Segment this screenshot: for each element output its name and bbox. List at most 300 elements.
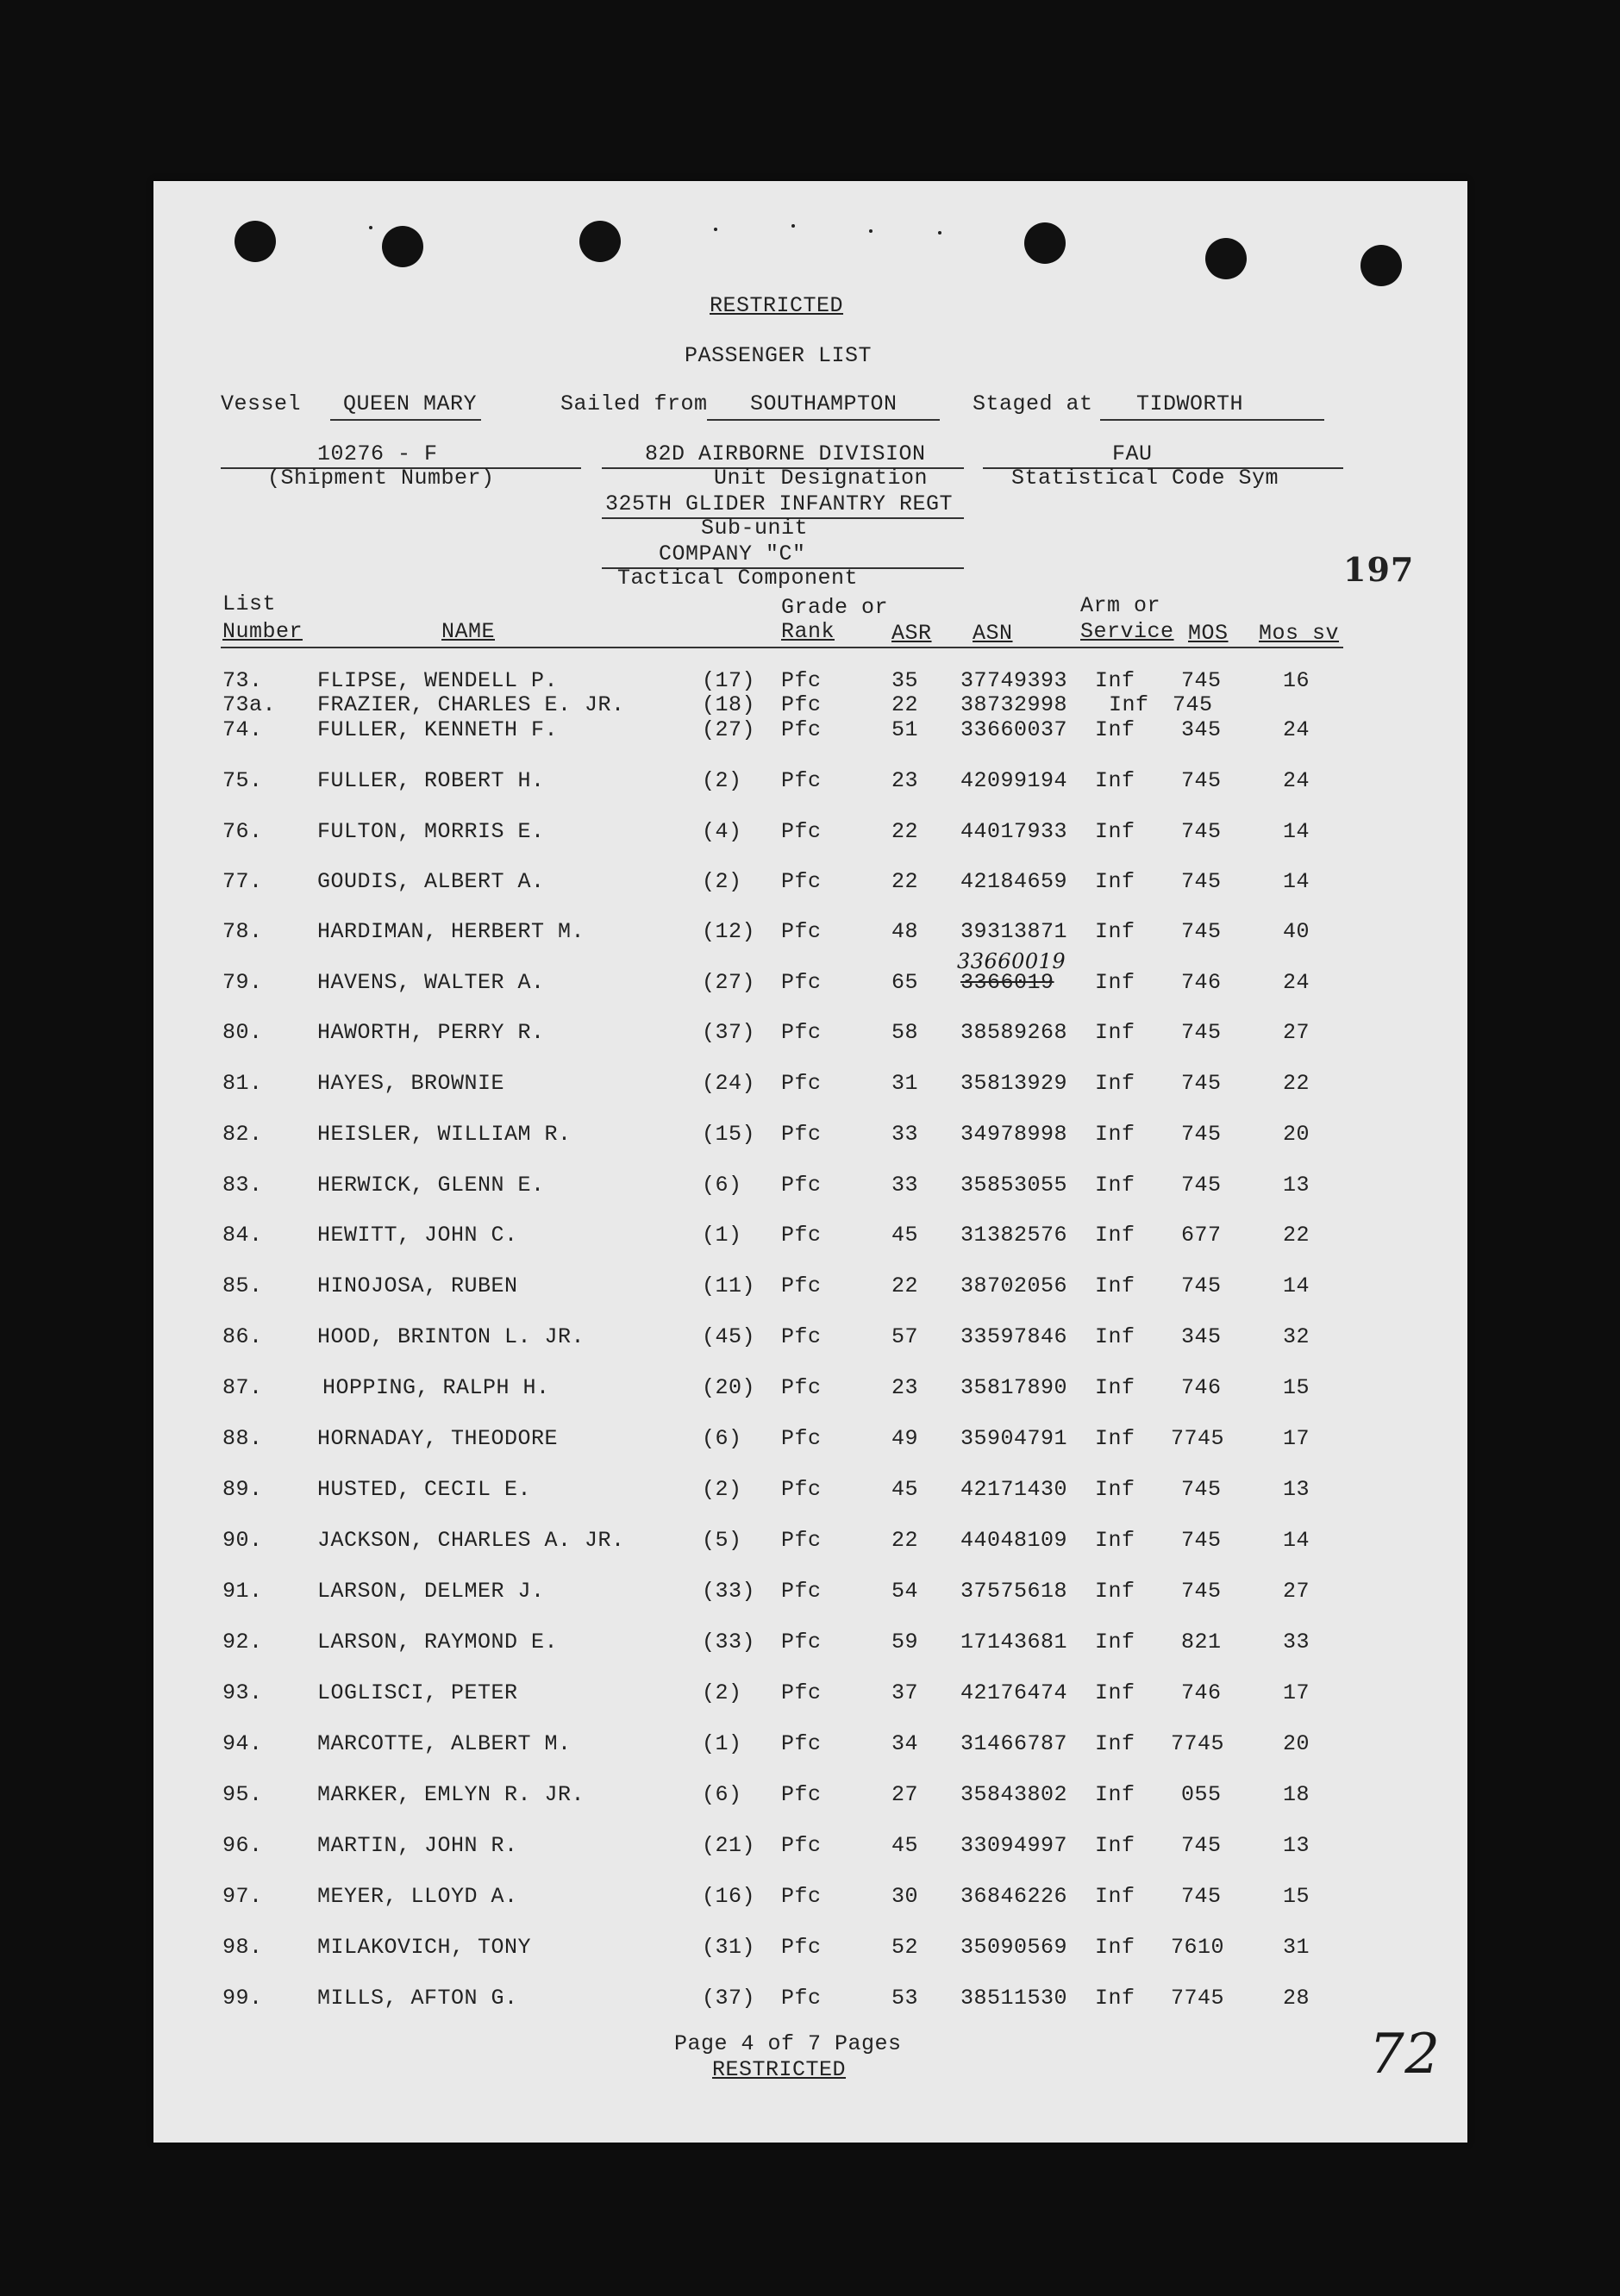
passenger-name: LARSON, DELMER J. xyxy=(317,1579,545,1604)
asr-score: 45 xyxy=(891,1223,919,1248)
arm-service: Inf xyxy=(1095,1223,1135,1248)
asr-code: (45) xyxy=(702,1324,756,1349)
passenger-name: MARCOTTE, ALBERT M. xyxy=(317,1731,572,1756)
sailed-value: SOUTHAMPTON xyxy=(750,391,898,416)
asn: 44017933 xyxy=(960,819,1068,844)
months-service: 13 xyxy=(1283,1173,1310,1198)
rank: Pfc xyxy=(781,1071,822,1096)
list-number: 98. xyxy=(222,1935,263,1960)
arm-service: Inf xyxy=(1095,1528,1135,1553)
months-service: 13 xyxy=(1283,1477,1310,1502)
document-title: PASSENGER LIST xyxy=(685,343,873,368)
asn: 17143681 xyxy=(960,1630,1068,1655)
shipment-number: 10276 - F xyxy=(317,441,438,466)
mos: 7745 xyxy=(1171,1986,1225,2011)
table-row xyxy=(153,1986,1467,2020)
rank: Pfc xyxy=(781,819,822,844)
speck xyxy=(869,229,873,233)
subunit: 325TH GLIDER INFANTRY REGT xyxy=(605,491,954,516)
asr-code: (6) xyxy=(702,1173,742,1198)
list-number: 89. xyxy=(222,1477,263,1502)
months-service: 20 xyxy=(1283,1122,1310,1147)
passenger-name: JACKSON, CHARLES A. JR. xyxy=(317,1528,625,1553)
restricted-footer: RESTRICTED xyxy=(712,2057,847,2082)
rank: Pfc xyxy=(781,1986,822,2011)
passenger-name: HUSTED, CECIL E. xyxy=(317,1477,532,1502)
rank: Pfc xyxy=(781,869,822,894)
list-number: 91. xyxy=(222,1579,263,1604)
arm-service: Inf xyxy=(1095,1020,1135,1045)
arm-service: Inf xyxy=(1095,768,1135,793)
arm-service: Inf xyxy=(1095,1680,1135,1705)
asr-score: 59 xyxy=(891,1630,919,1655)
asn: 42099194 xyxy=(960,768,1068,793)
stamp-number: 197 xyxy=(1343,550,1415,589)
mos: 746 xyxy=(1181,1680,1222,1705)
page-indicator: Page 4 of 7 Pages xyxy=(674,2031,902,2056)
months-service: 27 xyxy=(1283,1020,1310,1045)
passenger-name: HEISLER, WILLIAM R. xyxy=(317,1122,572,1147)
asn: 3366019 xyxy=(960,970,1054,995)
passenger-name: HORNADAY, THEODORE xyxy=(317,1426,559,1451)
mos: 345 xyxy=(1181,1324,1222,1349)
asr-code: (12) xyxy=(702,919,756,944)
statistical-code: FAU xyxy=(1112,441,1153,466)
rank: Pfc xyxy=(781,1935,822,1960)
asr-score: 22 xyxy=(891,1528,919,1553)
table-row xyxy=(153,1528,1467,1562)
rank: Pfc xyxy=(781,1630,822,1655)
months-service: 32 xyxy=(1283,1324,1310,1349)
arm-service: Inf xyxy=(1095,1630,1135,1655)
list-number: 77. xyxy=(222,869,263,894)
asr-score: 52 xyxy=(891,1935,919,1960)
passenger-name: HOPPING, RALPH H. xyxy=(322,1375,550,1400)
rank: Pfc xyxy=(781,1782,822,1807)
asr-code: (31) xyxy=(702,1935,756,1960)
months-service: 18 xyxy=(1283,1782,1310,1807)
list-number: 74. xyxy=(222,717,263,742)
list-number: 83. xyxy=(222,1173,263,1198)
asn: 35090569 xyxy=(960,1935,1068,1960)
months-service: 20 xyxy=(1283,1731,1310,1756)
vessel-value: QUEEN MARY xyxy=(343,391,478,416)
rank: Pfc xyxy=(781,1273,822,1298)
asr-code: (2) xyxy=(702,768,742,793)
header-underline xyxy=(221,647,1343,648)
col-asn: ASN xyxy=(973,621,1013,646)
table-row xyxy=(153,1324,1467,1359)
col-mos-sv: Mos sv xyxy=(1259,621,1340,646)
asn: 38511530 xyxy=(960,1986,1068,2011)
mos: 745 xyxy=(1181,819,1222,844)
list-number: 85. xyxy=(222,1273,263,1298)
vessel-label: Vessel xyxy=(221,391,302,416)
mos: 745 xyxy=(1181,1071,1222,1096)
speck xyxy=(791,224,795,228)
mos: 055 xyxy=(1181,1782,1222,1807)
list-number: 96. xyxy=(222,1833,263,1858)
arm-service: Inf xyxy=(1109,692,1149,717)
months-service: 14 xyxy=(1283,869,1310,894)
asn: 35843802 xyxy=(960,1782,1068,1807)
months-service: 16 xyxy=(1283,668,1310,693)
months-service: 15 xyxy=(1283,1375,1310,1400)
months-service: 24 xyxy=(1283,717,1310,742)
subunit-label: Sub-unit xyxy=(701,516,809,541)
arm-service: Inf xyxy=(1095,1375,1135,1400)
rank: Pfc xyxy=(781,1833,822,1858)
months-service: 17 xyxy=(1283,1680,1310,1705)
arm-service: Inf xyxy=(1095,1731,1135,1756)
asn: 33094997 xyxy=(960,1833,1068,1858)
passenger-name: HINOJOSA, RUBEN xyxy=(317,1273,518,1298)
arm-service: Inf xyxy=(1095,1579,1135,1604)
table-row xyxy=(153,1935,1467,1969)
months-service: 14 xyxy=(1283,819,1310,844)
col-arm: Arm or xyxy=(1080,593,1161,618)
asr-code: (6) xyxy=(702,1426,742,1451)
arm-service: Inf xyxy=(1095,717,1135,742)
rank: Pfc xyxy=(781,692,822,717)
speck xyxy=(714,228,717,231)
asn: 33597846 xyxy=(960,1324,1068,1349)
table-row xyxy=(153,717,1467,752)
rank: Pfc xyxy=(781,970,822,995)
rank: Pfc xyxy=(781,668,822,693)
passenger-name: HEWITT, JOHN C. xyxy=(317,1223,518,1248)
arm-service: Inf xyxy=(1095,1986,1135,2011)
asr-score: 65 xyxy=(891,970,919,995)
passenger-name: FULLER, KENNETH F. xyxy=(317,717,559,742)
list-number: 86. xyxy=(222,1324,263,1349)
sailed-line xyxy=(707,419,940,421)
rank: Pfc xyxy=(781,1528,822,1553)
asr-code: (37) xyxy=(702,1020,756,1045)
arm-service: Inf xyxy=(1095,1833,1135,1858)
months-service: 13 xyxy=(1283,1833,1310,1858)
table-row xyxy=(153,1579,1467,1613)
punch-hole xyxy=(579,221,621,262)
asn: 35853055 xyxy=(960,1173,1068,1198)
rank: Pfc xyxy=(781,1477,822,1502)
handwritten-page-number: 72 xyxy=(1369,2023,1441,2086)
arm-service: Inf xyxy=(1095,1782,1135,1807)
rank: Pfc xyxy=(781,717,822,742)
arm-service: Inf xyxy=(1095,1935,1135,1960)
list-number: 76. xyxy=(222,819,263,844)
passenger-name: HERWICK, GLENN E. xyxy=(317,1173,545,1198)
asr-score: 23 xyxy=(891,1375,919,1400)
list-number: 90. xyxy=(222,1528,263,1553)
list-number: 80. xyxy=(222,1020,263,1045)
passenger-name: FULLER, ROBERT H. xyxy=(317,768,545,793)
table-row xyxy=(153,1122,1467,1156)
mos: 745 xyxy=(1181,1884,1222,1909)
asr-code: (4) xyxy=(702,819,742,844)
asr-code: (27) xyxy=(702,717,756,742)
list-number: 88. xyxy=(222,1426,263,1451)
rank: Pfc xyxy=(781,1173,822,1198)
table-row xyxy=(153,819,1467,854)
asr-score: 22 xyxy=(891,819,919,844)
mos: 745 xyxy=(1181,869,1222,894)
unit-designation: 82D AIRBORNE DIVISION xyxy=(645,441,926,466)
col-name: NAME xyxy=(441,619,496,644)
table-row xyxy=(153,1782,1467,1817)
asn: 35904791 xyxy=(960,1426,1068,1451)
asr-score: 33 xyxy=(891,1122,919,1147)
list-number: 78. xyxy=(222,919,263,944)
asr-score: 31 xyxy=(891,1071,919,1096)
arm-service: Inf xyxy=(1095,1884,1135,1909)
rank: Pfc xyxy=(781,1884,822,1909)
asr-score: 22 xyxy=(891,869,919,894)
asr-code: (1) xyxy=(702,1731,742,1756)
list-number: 97. xyxy=(222,1884,263,1909)
restricted-header: RESTRICTED xyxy=(710,293,844,318)
list-number: 82. xyxy=(222,1122,263,1147)
passenger-name: MILAKOVICH, TONY xyxy=(317,1935,532,1960)
passenger-name: FLIPSE, WENDELL P. xyxy=(317,668,559,693)
asn: 35813929 xyxy=(960,1071,1068,1096)
asr-code: (2) xyxy=(702,1477,742,1502)
asn: 36846226 xyxy=(960,1884,1068,1909)
col-grade: Grade or xyxy=(781,595,889,620)
passenger-name: HOOD, BRINTON L. JR. xyxy=(317,1324,585,1349)
asr-code: (6) xyxy=(702,1782,742,1807)
arm-service: Inf xyxy=(1095,1426,1135,1451)
months-service: 40 xyxy=(1283,919,1310,944)
table-row xyxy=(153,1833,1467,1867)
table-row xyxy=(153,1375,1467,1410)
mos: 745 xyxy=(1181,919,1222,944)
mos: 745 xyxy=(1181,1477,1222,1502)
list-number: 73a. xyxy=(222,692,277,717)
table-row xyxy=(153,1680,1467,1715)
passenger-name: MEYER, LLOYD A. xyxy=(317,1884,518,1909)
months-service: 22 xyxy=(1283,1071,1310,1096)
asr-code: (16) xyxy=(702,1884,756,1909)
staged-value: TIDWORTH xyxy=(1136,391,1244,416)
arm-service: Inf xyxy=(1095,1122,1135,1147)
punch-hole xyxy=(235,221,276,262)
asr-code: (33) xyxy=(702,1630,756,1655)
arm-service: Inf xyxy=(1095,869,1135,894)
mos: 745 xyxy=(1181,1020,1222,1045)
punch-hole xyxy=(1024,222,1066,264)
list-number: 75. xyxy=(222,768,263,793)
months-service: 24 xyxy=(1283,768,1310,793)
rank: Pfc xyxy=(781,1324,822,1349)
table-row xyxy=(153,1630,1467,1664)
asr-score: 27 xyxy=(891,1782,919,1807)
mos: 746 xyxy=(1181,970,1222,995)
months-service: 14 xyxy=(1283,1273,1310,1298)
asr-code: (21) xyxy=(702,1833,756,1858)
table-row xyxy=(153,1273,1467,1308)
arm-service: Inf xyxy=(1095,1273,1135,1298)
rank: Pfc xyxy=(781,1680,822,1705)
list-number: 81. xyxy=(222,1071,263,1096)
table-row xyxy=(153,1020,1467,1054)
mos: 745 xyxy=(1173,692,1213,717)
passenger-name: HAVENS, WALTER A. xyxy=(317,970,545,995)
unit-label: Unit Designation xyxy=(714,466,929,491)
asr-code: (17) xyxy=(702,668,756,693)
list-number: 93. xyxy=(222,1680,263,1705)
col-list-number-2: Number xyxy=(222,619,303,644)
passenger-name: FRAZIER, CHARLES E. JR. xyxy=(317,692,625,717)
asr-code: (37) xyxy=(702,1986,756,2011)
table-row xyxy=(153,949,1467,1004)
passenger-name: FULTON, MORRIS E. xyxy=(317,819,545,844)
rank: Pfc xyxy=(781,1223,822,1248)
passenger-name: HARDIMAN, HERBERT M. xyxy=(317,919,585,944)
months-service: 24 xyxy=(1283,970,1310,995)
months-service: 33 xyxy=(1283,1630,1310,1655)
col-service: Service xyxy=(1080,619,1174,644)
asr-score: 49 xyxy=(891,1426,919,1451)
list-number: 94. xyxy=(222,1731,263,1756)
mos: 677 xyxy=(1181,1223,1222,1248)
punch-hole xyxy=(382,226,423,267)
mos: 821 xyxy=(1181,1630,1222,1655)
mos: 745 xyxy=(1181,1173,1222,1198)
mos: 745 xyxy=(1181,1122,1222,1147)
mos: 745 xyxy=(1181,1833,1222,1858)
asr-code: (2) xyxy=(702,1680,742,1705)
passenger-name: HAWORTH, PERRY R. xyxy=(317,1020,545,1045)
mos: 345 xyxy=(1181,717,1222,742)
asn: 31466787 xyxy=(960,1731,1068,1756)
asr-score: 48 xyxy=(891,919,919,944)
rank: Pfc xyxy=(781,919,822,944)
asn: 42184659 xyxy=(960,869,1068,894)
asr-score: 57 xyxy=(891,1324,919,1349)
asn: 38589268 xyxy=(960,1020,1068,1045)
asr-code: (33) xyxy=(702,1579,756,1604)
punch-hole xyxy=(1360,245,1402,286)
mos: 746 xyxy=(1181,1375,1222,1400)
asn: 44048109 xyxy=(960,1528,1068,1553)
asn: 42171430 xyxy=(960,1477,1068,1502)
asr-score: 58 xyxy=(891,1020,919,1045)
asr-score: 33 xyxy=(891,1173,919,1198)
rank: Pfc xyxy=(781,1020,822,1045)
asr-score: 22 xyxy=(891,1273,919,1298)
asn: 35817890 xyxy=(960,1375,1068,1400)
asn: 37749393 xyxy=(960,668,1068,693)
asr-score: 23 xyxy=(891,768,919,793)
passenger-name: MARKER, EMLYN R. JR. xyxy=(317,1782,585,1807)
component-label: Tactical Component xyxy=(617,566,859,591)
asn: 42176474 xyxy=(960,1680,1068,1705)
asn: 31382576 xyxy=(960,1223,1068,1248)
list-number: 92. xyxy=(222,1630,263,1655)
asr-code: (20) xyxy=(702,1375,756,1400)
asr-code: (24) xyxy=(702,1071,756,1096)
punch-hole xyxy=(1205,238,1247,279)
asr-code: (11) xyxy=(702,1273,756,1298)
table-row xyxy=(153,869,1467,904)
asr-code: (1) xyxy=(702,1223,742,1248)
col-rank: Rank xyxy=(781,619,835,644)
col-mos: MOS xyxy=(1188,621,1229,646)
asn: 39313871 xyxy=(960,919,1068,944)
asn: 34978998 xyxy=(960,1122,1068,1147)
asn: 37575618 xyxy=(960,1579,1068,1604)
list-number: 79. xyxy=(222,970,263,995)
asn-handwritten-correction: 33660019 xyxy=(957,949,1066,973)
table-row xyxy=(153,1426,1467,1461)
table-row xyxy=(153,1071,1467,1105)
months-service: 27 xyxy=(1283,1579,1310,1604)
rank: Pfc xyxy=(781,1375,822,1400)
mos: 7745 xyxy=(1171,1731,1225,1756)
list-number: 73. xyxy=(222,668,263,693)
table-row xyxy=(153,1731,1467,1766)
list-number: 87. xyxy=(222,1375,263,1400)
asr-code: (2) xyxy=(702,869,742,894)
asr-code: (27) xyxy=(702,970,756,995)
months-service: 31 xyxy=(1283,1935,1310,1960)
table-row xyxy=(153,1477,1467,1511)
vessel-line xyxy=(330,419,481,421)
arm-service: Inf xyxy=(1095,1071,1135,1096)
asr-score: 22 xyxy=(891,692,919,717)
rank: Pfc xyxy=(781,1731,822,1756)
speck xyxy=(369,226,372,229)
arm-service: Inf xyxy=(1095,668,1135,693)
arm-service: Inf xyxy=(1095,819,1135,844)
months-service: 28 xyxy=(1283,1986,1310,2011)
arm-service: Inf xyxy=(1095,1477,1135,1502)
months-service: 15 xyxy=(1283,1884,1310,1909)
table-row xyxy=(153,1173,1467,1207)
table-row xyxy=(153,1223,1467,1257)
passenger-name: HAYES, BROWNIE xyxy=(317,1071,505,1096)
col-list-number: List xyxy=(222,591,277,616)
table-row xyxy=(153,919,1467,954)
mos: 7745 xyxy=(1171,1426,1225,1451)
arm-service: Inf xyxy=(1095,919,1135,944)
asn: 38732998 xyxy=(960,692,1068,717)
passenger-name: GOUDIS, ALBERT A. xyxy=(317,869,545,894)
asn: 33660037 xyxy=(960,717,1068,742)
months-service: 17 xyxy=(1283,1426,1310,1451)
mos: 745 xyxy=(1181,1528,1222,1553)
asr-score: 35 xyxy=(891,668,919,693)
asn: 38702056 xyxy=(960,1273,1068,1298)
sailed-label: Sailed from xyxy=(560,391,708,416)
passenger-name: LOGLISCI, PETER xyxy=(317,1680,518,1705)
months-service: 14 xyxy=(1283,1528,1310,1553)
list-number: 99. xyxy=(222,1986,263,2011)
asr-score: 37 xyxy=(891,1680,919,1705)
shipment-label: (Shipment Number) xyxy=(267,466,495,491)
passenger-name: MARTIN, JOHN R. xyxy=(317,1833,518,1858)
mos: 7610 xyxy=(1171,1935,1225,1960)
col-asr: ASR xyxy=(891,621,932,646)
code-label: Statistical Code Sym xyxy=(1011,466,1279,491)
rank: Pfc xyxy=(781,1122,822,1147)
passenger-name: LARSON, RAYMOND E. xyxy=(317,1630,559,1655)
asr-score: 30 xyxy=(891,1884,919,1909)
table-row xyxy=(153,768,1467,803)
asr-score: 51 xyxy=(891,717,919,742)
rank: Pfc xyxy=(781,1579,822,1604)
